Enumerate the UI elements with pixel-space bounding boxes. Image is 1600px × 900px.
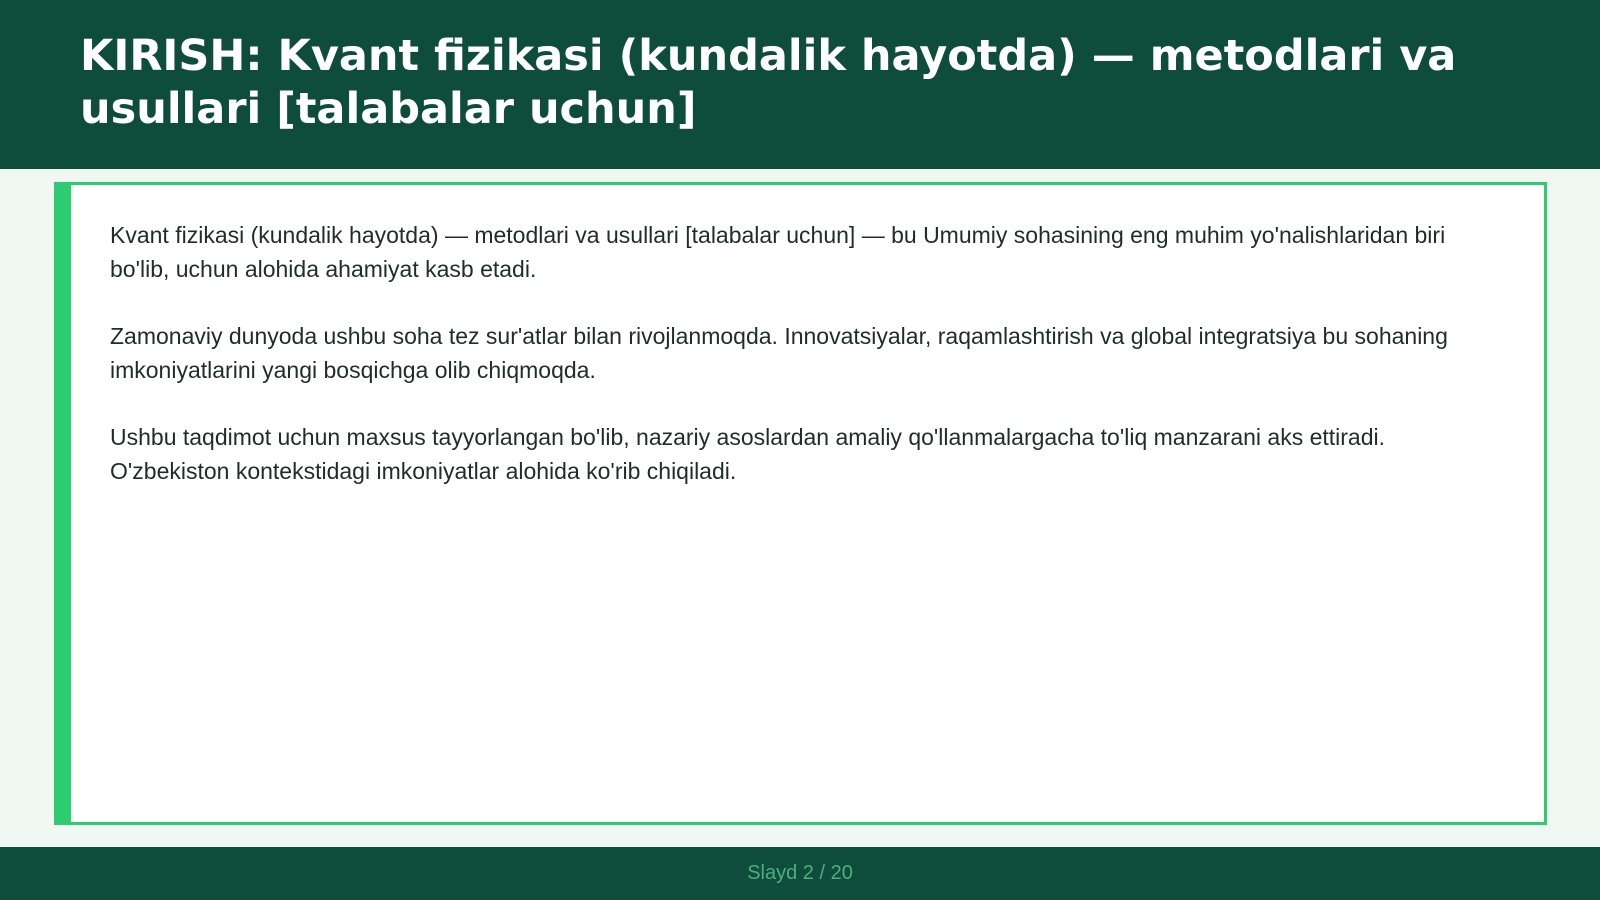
slide-title: KIRISH: Kvant fizikasi (kundalik hayotda) — metodlari va usullari [talabalar uchun] — [80, 31, 1457, 134]
intro-paragraph-2: Zamonaviy dunyoda ushbu soha tez sur'atlar bilan rivojlanmoqda. Innovatsiyalar, raqamlashtirish va global integratsiya bu sohaning imkoniyatlarini yangi bosqichga olib chiqmoqda. — [110, 323, 1448, 383]
slide-header — [0, 0, 1600, 169]
slide-footer — [0, 847, 1600, 900]
content-card — [54, 182, 1547, 825]
slide-counter: Slayd 2 / 20 — [747, 862, 853, 884]
intro-paragraph-1: Kvant fizikasi (kundalik hayotda) — metodlari va usullari [talabalar uchun] — bu Umumiy sohasining eng muhim yo'nalishlaridan biri bo'lib, uchun alohida ahamiyat kasb etadi. — [110, 222, 1446, 282]
intro-paragraph-3: Ushbu taqdimot uchun maxsus tayyorlangan bo'lib, nazariy asoslardan amaliy qo'llanmalargacha to'liq manzarani aks ettiradi. O'zbekiston kontekstidagi imkoniyatlar alohida ko'rib chiqiladi. — [110, 424, 1386, 484]
